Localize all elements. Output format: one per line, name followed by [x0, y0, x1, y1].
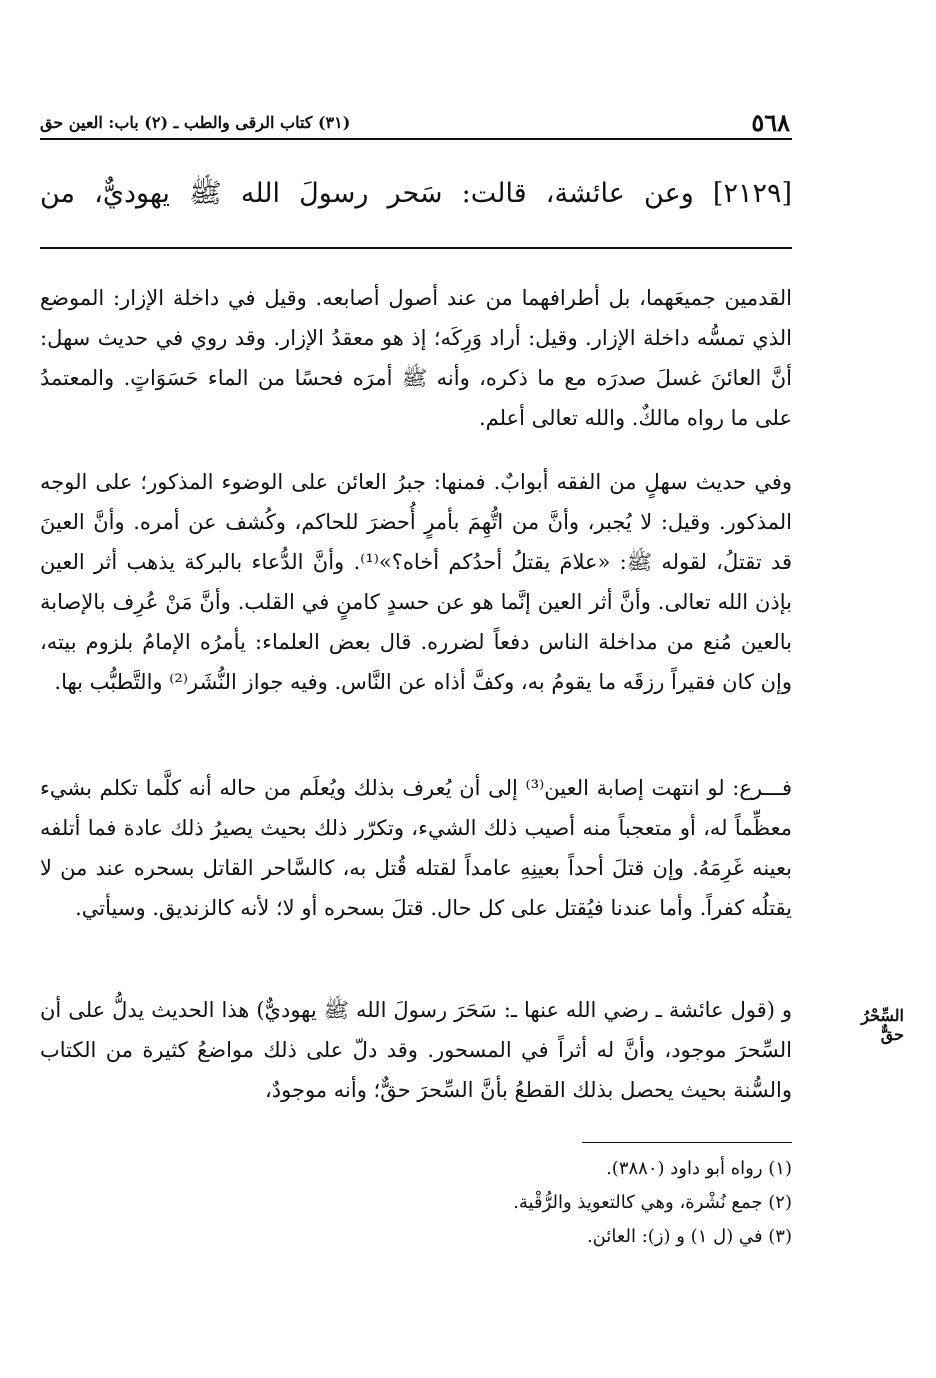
page-number: ٥٦٨	[751, 107, 790, 137]
page-header	[40, 108, 790, 136]
commentary-paragraph	[40, 462, 792, 702]
running-title: (٣١) كتاب الرقى والطب ـ (٢) باب: العين حق	[40, 112, 351, 132]
commentary-paragraph	[40, 278, 792, 438]
commentary-paragraph	[40, 768, 792, 928]
hadith-separator	[40, 247, 792, 249]
footnotes	[300, 1152, 792, 1254]
paragraph-text: و (قول عائشة ـ رضي الله عنها ـ: سَحَرَ رسولَ الله ﷺ يهوديٌّ) هذا الحديث يدلُّ على أن السِّحرَ موجود، وأنَّ له أثراً في المسحور. وقد دلّ على ذلك مواضعُ كثيرة من الكتاب والسُّنة بحيث يحصل بذلك القطعُ بأنَّ السِّحرَ حقٌّ؛ وأنه موجودٌ،	[40, 998, 792, 1102]
footnote-separator	[582, 1142, 792, 1143]
header-rule	[40, 138, 792, 140]
margin-note: السِّحْرُ حقٌّ	[861, 1006, 904, 1044]
paragraph-text: القدمين جميعَهما، بل أطرافهما من عند أصول أصابعه. وقيل في داخلة الإزار: الموضع الذي تمسُّه داخلة الإزار. وقيل: أراد وَرِكَه؛ إذ هو معقدُ الإزار. وقد روي في حديث سهل: أنَّ العائنَ غسلَ صدرَه مع ما ذكره، وأنه ﷺ أمرَه فحسًا من الماء حَسَوَاتٍ. والمعتمدُ على ما رواه مالكٌ. والله تعالى أعلم.	[40, 286, 793, 430]
footnote: (٣) في (ل ١) و (ز): العائن.	[586, 1226, 792, 1247]
hadith-text: [٢١٢٩] وعن عائشة، قالت: سَحر رسولَ الله ﷺ يهوديٌّ، من	[40, 178, 792, 209]
paragraph-text: وفي حديث سهلٍ من الفقه أبوابٌ. فمنها: جبرُ العائن على الوضوء المذكور؛ على الوجه المذكور. وقيل: لا يُجبر، وأنَّ من اتُّهِمَ بأمرٍ أُحضرَ للحاكم، وكُشف عن أمره. وأنَّ العينَ قد تقتلُ، لقوله ﷺ: «علامَ يقتلُ أحدُكم أخاه؟»⁽¹⁾. وأنَّ الدُّعاء بالبركة يذهب أثر العين بإذن الله تعالى. وأنَّ أثر العين إنَّما هو عن حسدٍ كامنٍ في القلب. وأنَّ مَنْ عُرِف بالإصابة بالعين مُنع من مداخلة الناس دفعاً لضرره. قال بعض العلماء: يأمرُه الإمامُ بلزوم بيته، وإن كان فقيراً رزقَه ما يقومُ به، وكفَّ أذاه عن النَّاس. وفيه جواز النُّشَر⁽²⁾ والتَّطبُّب بها.	[40, 470, 793, 694]
commentary-paragraph	[40, 990, 792, 1110]
footnote: (١) رواه أبو داود (٣٨٨٠).	[606, 1158, 792, 1179]
footnote: (٢) جمع نُشْرة، وهي كالتعويذ والرُّقْية.	[513, 1192, 792, 1213]
paragraph-text: فـــرع: لو انتهت إصابة العين⁽³⁾ إلى أن يُعرف بذلك ويُعلَم من حاله أنه كلَّما تكلم بشيء معظِّماً له، أو متعجباً منه أصيب ذلك الشيء، وتكرّر ذلك بحيث يصيرُ ذلك عادة فما أتلفه بعينه غَرِمَهُ. وإن قتلَ أحداً بعينِهِ عامداً لقتله قُتل به، كالسَّاحر القاتل بسحره عند من لا يقتلُه كفراً. وأما عندنا فيُقتل على كل حال. قتلَ بسحره أو لا؛ لأنه كالزنديق. وسيأتي.	[40, 776, 792, 920]
